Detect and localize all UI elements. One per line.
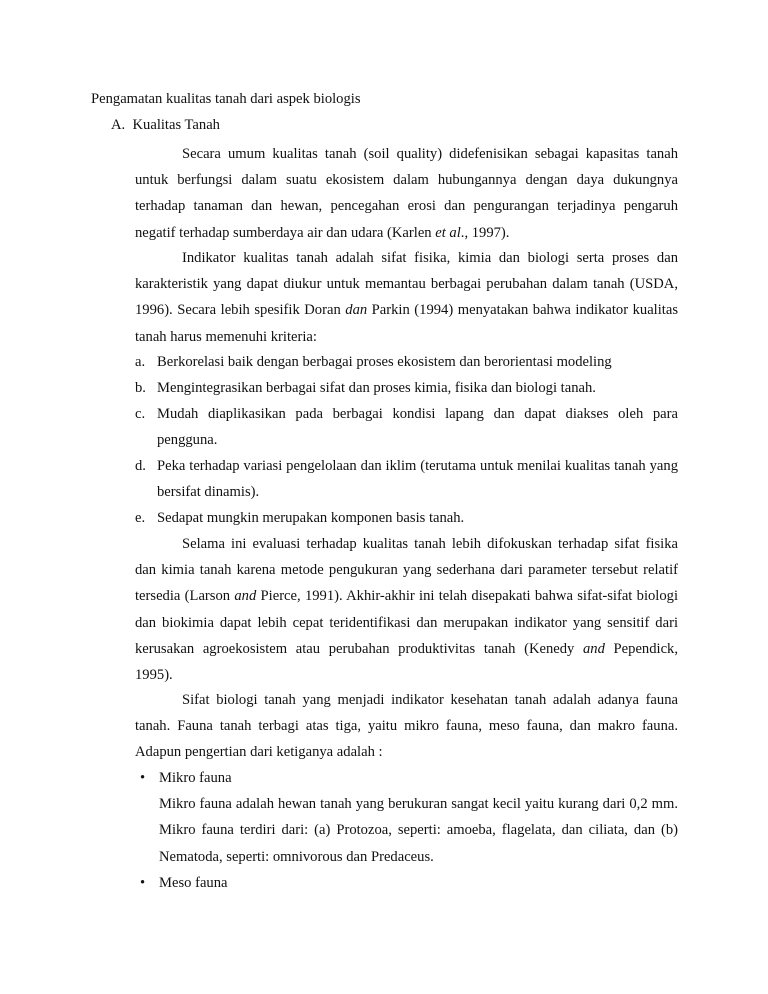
criteria-text: Mengintegrasikan berbagai sifat dan proses kimia, fisika dan biologi tanah. <box>157 380 596 396</box>
paragraph-text: ., 1997). <box>460 224 510 241</box>
section-marker: A. <box>111 117 126 133</box>
fauna-item-meso <box>135 870 678 896</box>
fauna-description: Mikro fauna adalah hewan tanah yang berukuran sangat kecil yaitu kurang dari 0,2 mm. Mikro fauna terdiri dari: (a) Protozoa, seperti: amoeba, flagelata, dan ciliata, dan (b) Nematoda, seperti: omnivorous dan Predaceus. <box>159 796 678 865</box>
criteria-text: Peka terhadap variasi pengelolaan dan iklim (terutama untuk menilai kualitas tanah yang bersifat dinamis). <box>157 458 678 501</box>
list-marker: c. <box>135 406 146 422</box>
fauna-item-mikro <box>135 765 678 870</box>
criteria-item <box>135 453 678 505</box>
criteria-item <box>135 505 678 531</box>
section-heading <box>111 117 220 134</box>
paragraph-text: Selama ini evaluasi terhadap kualitas tanah lebih difokuskan terhadap sifat fisika dan kimia tanah karena metode pengukuran yang sederhana dari parameter tersebut relatif tersedia (Larson <box>135 536 678 605</box>
paragraph-text: Secara umum kualitas tanah (soil quality) didefenisikan sebagai kapasitas tanah untuk berfungsi dalam suatu ekosistem dalam hubungannya dengan daya dukungnya terhadap tanaman dan hewan, pencegahan erosi dan pengurangan terjadinya pengaruh negatif terhadap sumberdaya air dan udara (Karlen <box>135 146 678 241</box>
paragraph-text: Pierce, 1991). Akhir-akhir ini telah disepakati bahwa sifat-sifat biologi dan biokimia dapat lebih cepat teridentifikasi dan merupakan indikator yang sensitif dari kerusakan agroekosistem atau perubahan produktivitas tanah (Kenedy <box>135 588 679 657</box>
citation-em: and <box>583 640 605 657</box>
paragraph-evaluation <box>135 531 678 688</box>
bullet-icon: • <box>140 875 146 891</box>
paragraph-text: Sifat biologi tanah yang menjadi indikator kesehatan tanah adalah adanya fauna tanah. Fauna tanah terbagi atas tiga, yaitu mikro fauna, meso fauna, dan makro fauna. Adapun pengertian dari ketiganya adalah : <box>135 692 678 761</box>
document-heading: Pengamatan kualitas tanah dari aspek biologis <box>91 91 361 107</box>
fauna-title: Meso fauna <box>159 875 228 891</box>
fauna-title: Mikro fauna <box>159 770 232 786</box>
list-marker: e. <box>135 510 146 526</box>
paragraph-soil-fauna <box>135 687 678 766</box>
criteria-text: Mudah diaplikasikan pada berbagai kondisi lapang dan dapat diakses oleh para pengguna. <box>157 406 678 449</box>
list-marker: a. <box>135 354 146 370</box>
section-title: Kualitas Tanah <box>132 117 220 133</box>
criteria-item <box>135 349 678 375</box>
paragraph-text: Parkin (1994) menyatakan bahwa indikator kualitas tanah harus memenuhi kriteria: <box>135 302 678 345</box>
bullet-icon: • <box>140 770 146 786</box>
list-marker: d. <box>135 458 146 474</box>
paragraph-quality-definition <box>135 141 678 246</box>
citation-em: et al <box>435 224 461 241</box>
paragraph-text: Pependick, 1995). <box>135 640 678 684</box>
criteria-item <box>135 375 678 401</box>
citation-em: and <box>234 588 257 605</box>
paragraph-quality-indicators <box>135 245 678 350</box>
criteria-item <box>135 401 678 453</box>
citation-em: dan <box>345 302 368 319</box>
paragraph-text: Indikator kualitas tanah adalah sifat fisika, kimia dan biologi serta proses dan karakteristik yang dapat diukur untuk memantau berbagai perubahan dalam tanah (USDA, 1996). Secara lebih spesifik Doran <box>135 250 678 319</box>
list-marker: b. <box>135 380 146 396</box>
criteria-text: Berkorelasi baik dengan berbagai proses ekosistem dan berorientasi modeling <box>157 354 612 370</box>
criteria-text: Sedapat mungkin merupakan komponen basis tanah. <box>157 510 465 526</box>
